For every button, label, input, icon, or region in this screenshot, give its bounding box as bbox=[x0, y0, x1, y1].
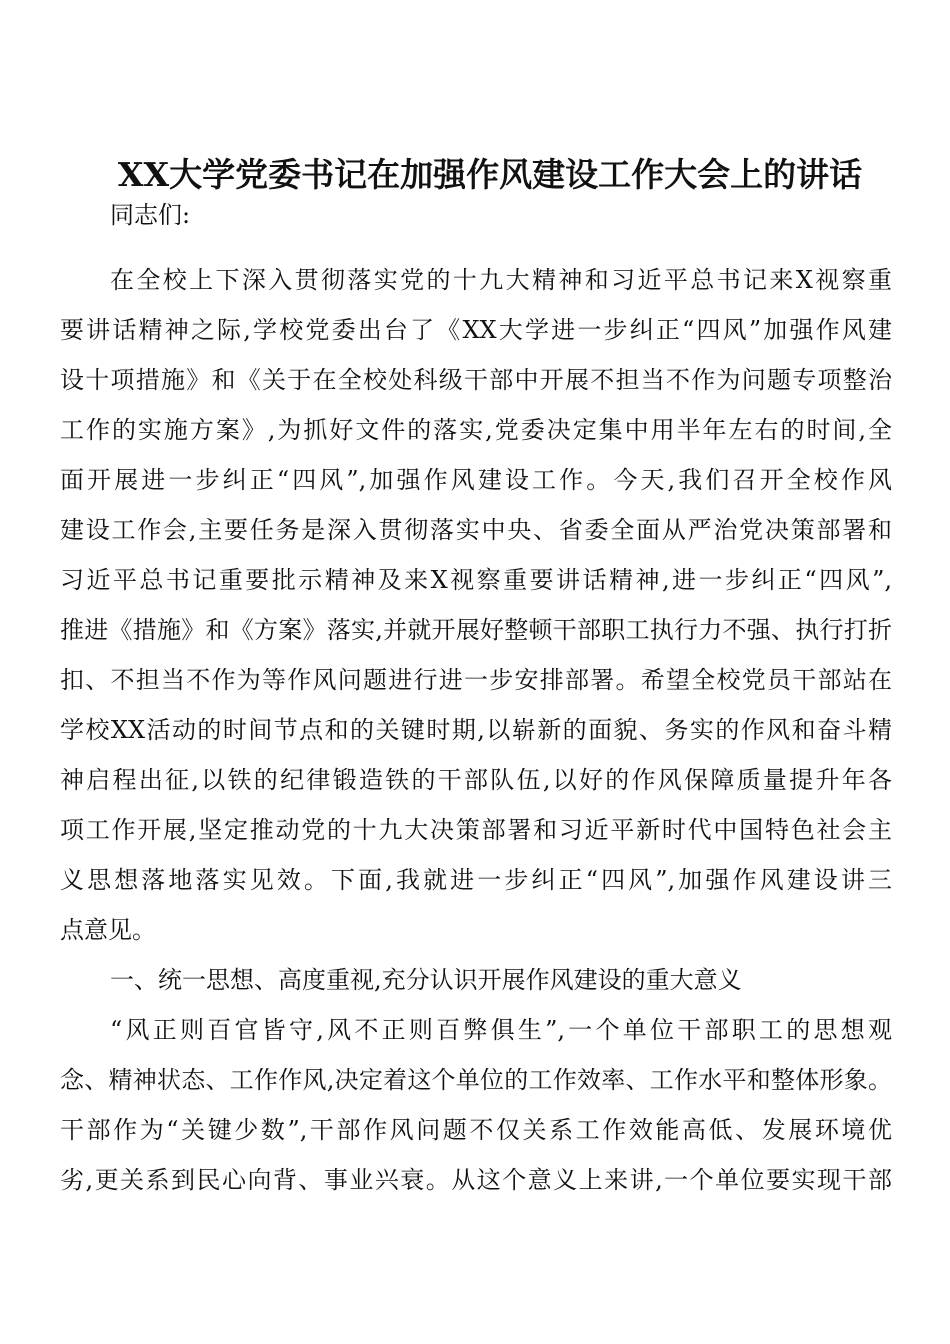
section-heading: 一、统一思想、高度重视,充分认识开展作风建设的重大意义 bbox=[110, 966, 742, 994]
paragraph-line: 念、精神状态、工作作风,决定着这个单位的工作效率、工作水平和整体形象。 bbox=[60, 1066, 892, 1094]
document-title: XX大学党委书记在加强作风建设工作大会上的讲话 bbox=[117, 155, 863, 194]
greeting: 同志们: bbox=[110, 201, 191, 229]
paragraph-line: 学校XX活动的时间节点和的关键时期,以崭新的面貌、务实的作风和奋斗精 bbox=[60, 716, 892, 744]
paragraph-line: 面开展进一步纠正“四风”,加强作风建设工作。今天,我们召开全校作风 bbox=[60, 466, 892, 494]
paragraph-line: 扣、不担当不作为等作风问题进行进一步安排部署。希望全校党员干部站在 bbox=[60, 666, 892, 694]
paragraph-line: 工作的实施方案》,为抓好文件的落实,党委决定集中用半年左右的时间,全 bbox=[60, 416, 892, 444]
paragraph-line: 建设工作会,主要任务是深入贯彻落实中央、省委全面从严治党决策部署和 bbox=[60, 516, 892, 544]
paragraph-line: 干部作为“关键少数”,干部作风问题不仅关系工作效能高低、发展环境优 bbox=[60, 1116, 892, 1144]
paragraph-line: 推进《措施》和《方案》落实,并就开展好整顿干部职工执行力不强、执行打折 bbox=[60, 616, 892, 644]
paragraph-line: 要讲话精神之际,学校党委出台了《XX大学进一步纠正“四风”加强作风建 bbox=[60, 316, 892, 344]
paragraph-line: 设十项措施》和《关于在全校处科级干部中开展不担当不作为问题专项整治 bbox=[60, 366, 892, 394]
paragraph-line: 在全校上下深入贯彻落实党的十九大精神和习近平总书记来X视察重 bbox=[110, 266, 892, 294]
paragraph-line: 劣,更关系到民心向背、事业兴衰。从这个意义上来讲,一个单位要实现干部 bbox=[60, 1166, 892, 1194]
paragraph-line: 神启程出征,以铁的纪律锻造铁的干部队伍,以好的作风保障质量提升年各 bbox=[60, 766, 892, 794]
paragraph-line: “风正则百官皆守,风不正则百弊俱生”,一个单位干部职工的思想观 bbox=[110, 1016, 892, 1044]
paragraph-line: 义思想落地落实见效。下面,我就进一步纠正“四风”,加强作风建设讲三 bbox=[60, 866, 892, 894]
paragraph-line: 项工作开展,坚定推动党的十九大决策部署和习近平新时代中国特色社会主 bbox=[60, 816, 892, 844]
paragraph-line: 习近平总书记重要批示精神及来X视察重要讲话精神,进一步纠正“四风”, bbox=[60, 566, 892, 594]
paragraph-line: 点意见。 bbox=[60, 916, 156, 944]
